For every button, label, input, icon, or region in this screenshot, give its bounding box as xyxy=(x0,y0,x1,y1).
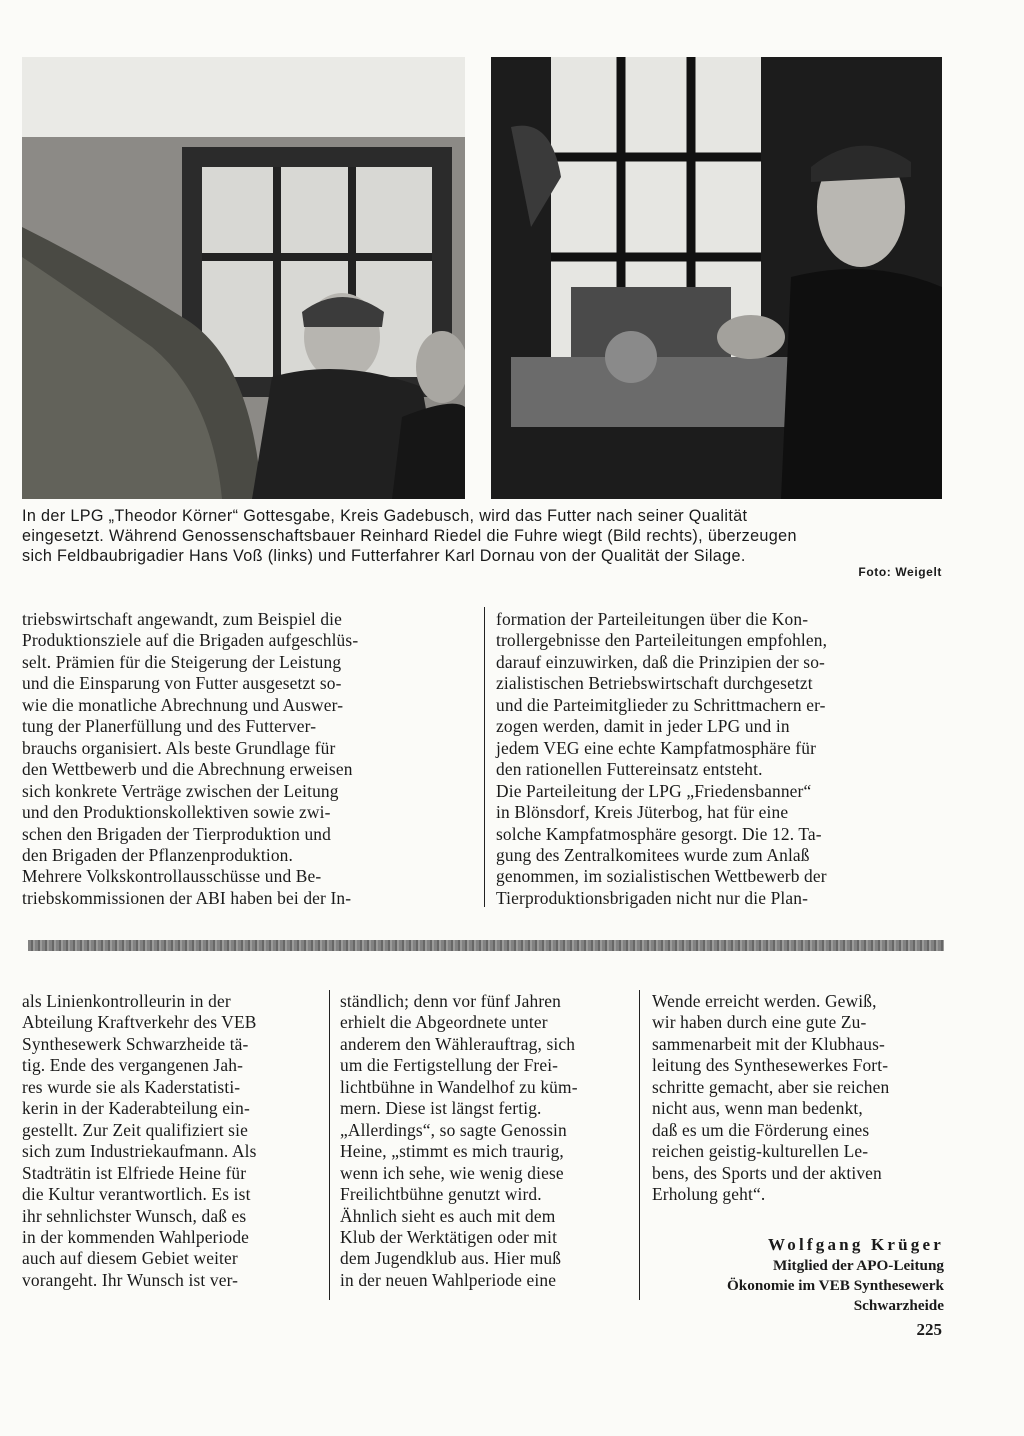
column-divider xyxy=(329,990,330,1300)
page-number: 225 xyxy=(916,1320,942,1339)
caption-line: sich Feldbaubrigadier Hans Voß (links) und Futterfahrer Karl Dornau von der Qualität der Silage. xyxy=(22,547,746,565)
text-line: „Allerdings“, so sagte Genossin xyxy=(340,1119,567,1140)
text-line: leitung des Synthesewerkes Fort- xyxy=(652,1055,889,1076)
text-line: genommen, im sozialistischen Wettbewerb der xyxy=(496,866,827,887)
text-line: jedem VEG eine echte Kampfatmosphäre für xyxy=(496,737,817,758)
text-line: Abteilung Kraftverkehr des VEB xyxy=(22,1012,257,1033)
text-line: Wende erreicht werden. Gewiß, xyxy=(652,991,877,1011)
caption-line: In der LPG „Theodor Körner“ Gottesgabe, Kreis Gadebusch, wird das Futter nach seiner Qualität xyxy=(22,507,748,525)
photo-credit: Foto: Weigelt xyxy=(858,565,942,579)
text-line: schritte gemacht, aber sie reichen xyxy=(652,1076,890,1097)
text-line: lichtbühne in Wandelhof zu küm- xyxy=(340,1076,578,1097)
text-line: zialistischen Betriebswirtschaft durchgesetzt xyxy=(496,673,813,694)
text-line: Die Parteileitung der LPG „Friedensbanner“ xyxy=(496,780,812,801)
text-line: Synthesewerk Schwarzheide tä- xyxy=(22,1033,249,1054)
text-line: erhielt die Abgeordnete unter xyxy=(340,1012,548,1033)
author-role-line: Ökonomie im VEB Synthesewerk xyxy=(726,1277,944,1294)
text-line: bens, des Sports und der aktiven xyxy=(652,1162,882,1183)
text-line: die Kultur verantwortlich. Es ist xyxy=(22,1184,251,1205)
text-line: Produktionsziele auf die Brigaden aufgeschlüs- xyxy=(22,630,359,651)
section-divider-band xyxy=(28,940,944,951)
text-line: daß es um die Förderung eines xyxy=(652,1119,870,1140)
upper-right-column xyxy=(496,609,936,909)
author-name: Wolfgang Krüger xyxy=(768,1235,944,1254)
text-line: Mehrere Volkskontrollausschüsse und Be- xyxy=(22,866,322,887)
text-line: tig. Ende des vergangenen Jah- xyxy=(22,1055,244,1076)
text-line: dem Jugendklub aus. Hier muß xyxy=(340,1248,562,1269)
photo-left xyxy=(22,57,465,499)
text-line: in der neuen Wahlperiode eine xyxy=(340,1269,557,1290)
lower-column-2 xyxy=(340,991,628,1291)
text-line: darauf einzuwirken, daß die Prinzipien der so- xyxy=(496,651,825,672)
text-line: Klub der Werktätigen oder mit xyxy=(340,1226,558,1247)
text-line: vorangeht. Ihr Wunsch ist ver- xyxy=(22,1269,239,1290)
lower-column-1 xyxy=(22,991,312,1291)
text-line: wenn ich sehe, wie wenig diese xyxy=(340,1162,564,1183)
text-line: selt. Prämien für die Steigerung der Leistung xyxy=(22,651,342,672)
text-line: und den Produktionskollektiven sowie zwi- xyxy=(22,802,331,823)
text-line: um die Fertigstellung der Frei- xyxy=(340,1055,559,1076)
text-line: anderem den Wählerauftrag, sich xyxy=(340,1033,576,1054)
column-divider xyxy=(639,990,640,1300)
photo-farmer-weighing-scale-icon xyxy=(491,57,942,499)
text-line: schen den Brigaden der Tierproduktion und xyxy=(22,823,331,844)
text-line: Stadträtin ist Elfriede Heine für xyxy=(22,1162,247,1183)
text-line: zogen werden, damit in jeder LPG und in xyxy=(496,716,790,737)
text-line: Freilichtbühne genutzt wird. xyxy=(340,1184,542,1205)
author-role-line: Mitglied der APO-Leitung xyxy=(773,1257,944,1274)
text-line: wir haben durch eine gute Zu- xyxy=(652,1012,867,1033)
text-line: trollergebnisse den Parteileitungen empfohlen, xyxy=(496,630,828,651)
text-line: den Brigaden der Pflanzenproduktion. xyxy=(22,844,294,865)
text-line: sammenarbeit mit der Klubhaus- xyxy=(652,1033,885,1054)
text-line: Tierproduktionsbrigaden nicht nur die Plan- xyxy=(496,887,809,908)
text-line: wie die monatliche Abrechnung und Auswer- xyxy=(22,694,344,715)
text-line: in Blönsdorf, Kreis Jüterbog, hat für eine xyxy=(496,802,789,823)
caption-line: eingesetzt. Während Genossenschaftsbauer Reinhard Riedel die Fuhre wiegt (Bild rechts), überzeugen xyxy=(22,527,797,545)
text-line: brauchs organisiert. Als beste Grundlage für xyxy=(22,737,336,758)
text-line: gung des Zentralkomitees wurde zum Anlaß xyxy=(496,844,810,865)
text-line: reichen geistig-kulturellen Le- xyxy=(652,1141,869,1162)
photo-right xyxy=(491,57,942,499)
text-line: Erholung geht“. xyxy=(652,1184,766,1205)
text-line: formation der Parteileitungen über die Kon- xyxy=(496,609,809,629)
text-line: triebswirtschaft angewandt, zum Beispiel die xyxy=(22,609,343,629)
text-line: und die Parteimitglieder zu Schrittmachern er- xyxy=(496,694,826,715)
text-line: kerin in der Kaderabteilung ein- xyxy=(22,1098,250,1119)
author-role xyxy=(727,1256,944,1316)
text-line: triebskommissionen der ABI haben bei der In- xyxy=(22,887,352,908)
text-line: den Wettbewerb und die Abrechnung erweisen xyxy=(22,759,353,780)
text-line: solche Kampfatmosphäre gesorgt. Die 12. Ta- xyxy=(496,823,822,844)
photo-farmers-inspecting-silage-icon xyxy=(22,57,465,499)
photo-caption xyxy=(22,506,944,566)
lower-column-3 xyxy=(652,991,942,1206)
text-line: als Linienkontrolleurin in der xyxy=(22,991,231,1011)
text-line: mern. Diese ist längst fertig. xyxy=(340,1098,542,1119)
text-line: auch auf diesem Gebiet weiter xyxy=(22,1248,238,1269)
upper-left-column xyxy=(22,609,462,909)
text-line: nicht aus, wenn man bedenkt, xyxy=(652,1098,863,1119)
text-line: gestellt. Zur Zeit qualifiziert sie xyxy=(22,1119,248,1140)
column-divider xyxy=(484,607,485,907)
text-line: res wurde sie als Kaderstatisti- xyxy=(22,1076,241,1097)
text-line: ihr sehnlichster Wunsch, daß es xyxy=(22,1205,247,1226)
text-line: ständlich; denn vor fünf Jahren xyxy=(340,991,562,1011)
text-line: Heine, „stimmt es mich traurig, xyxy=(340,1141,564,1162)
text-line: tung der Planerfüllung und des Futterver- xyxy=(22,716,317,737)
text-line: Ähnlich sieht es auch mit dem xyxy=(340,1205,556,1226)
text-line: und die Einsparung von Futter ausgesetzt so- xyxy=(22,673,342,694)
text-line: den rationellen Futtereinsatz entsteht. xyxy=(496,759,763,780)
text-line: in der kommenden Wahlperiode xyxy=(22,1226,250,1247)
text-line: sich konkrete Verträge zwischen der Leitung xyxy=(22,780,339,801)
text-line: sich zum Industriekaufmann. Als xyxy=(22,1141,257,1162)
author-role-line: Schwarzheide xyxy=(853,1297,944,1314)
